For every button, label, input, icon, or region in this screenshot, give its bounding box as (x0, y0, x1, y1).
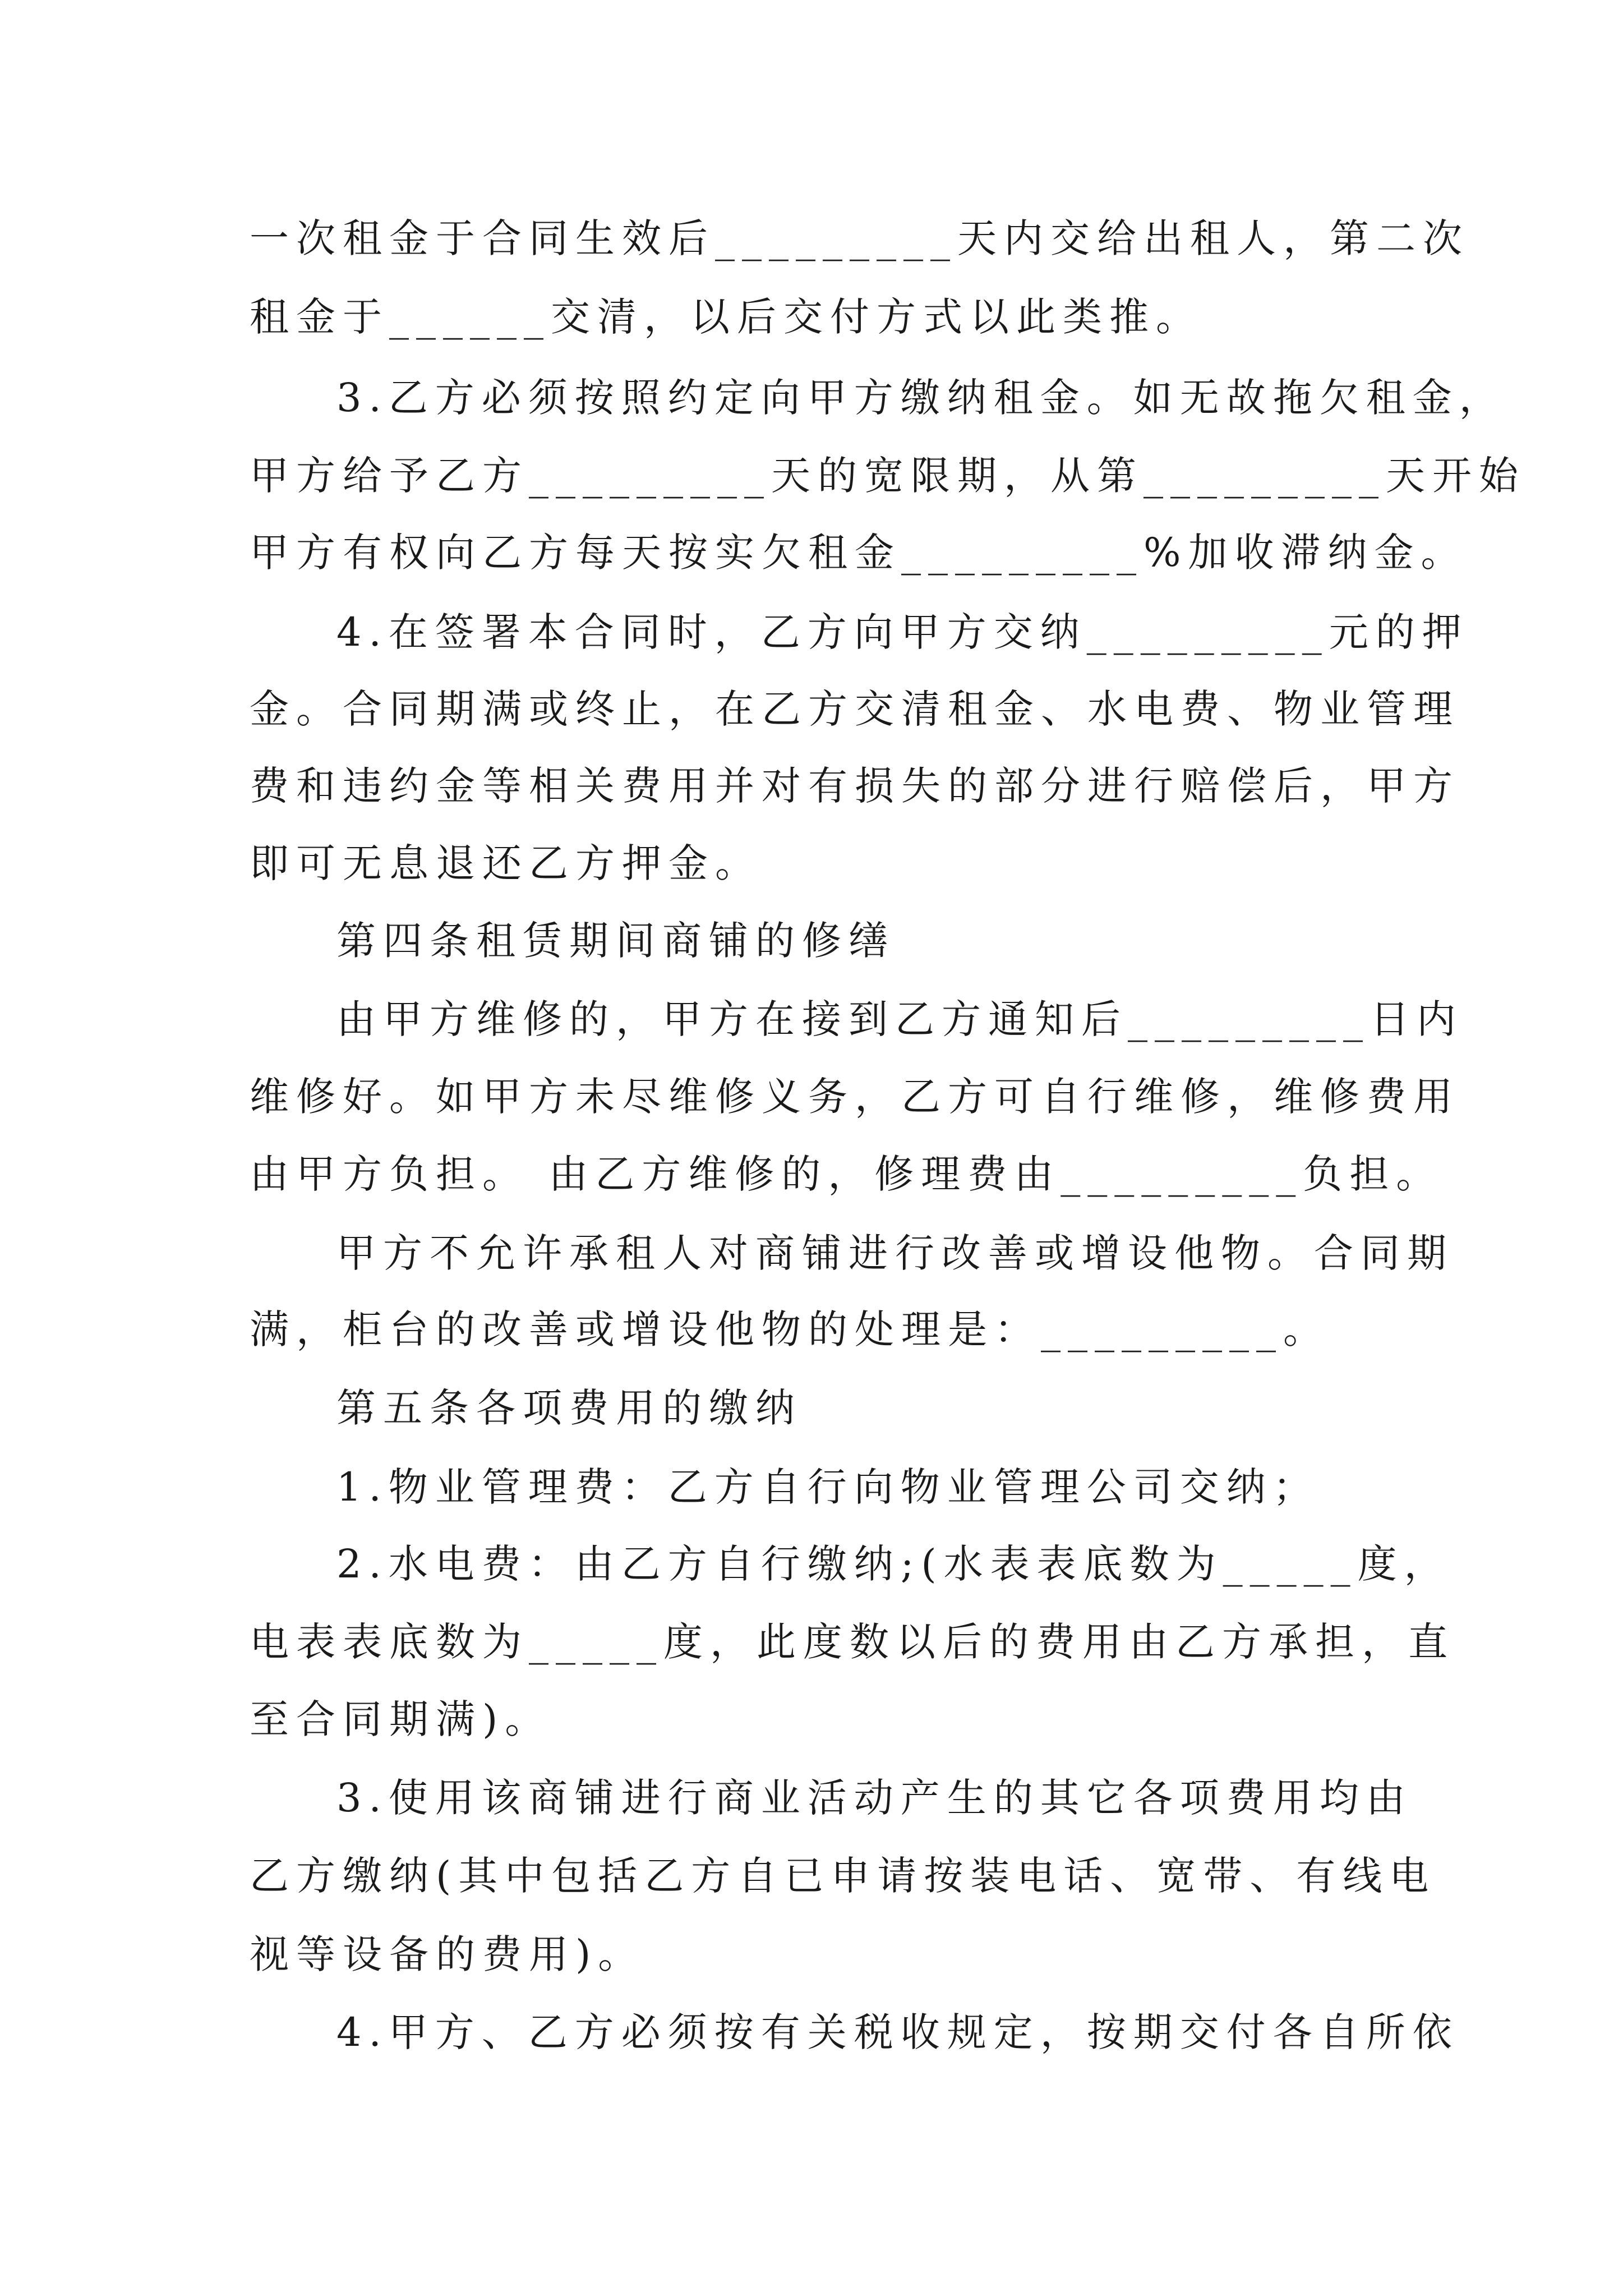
text-line: 租金于______交清，以后交付方式以此类推。 (250, 294, 1202, 340)
text-line: 即可无息退还乙方押金。 (250, 840, 762, 886)
text-line: 金。合同期满或终止，在乙方交清租金、水电费、物业管理 (250, 686, 1460, 732)
text-line: 4.在签署本合同时，乙方向甲方交纳_________元的押 (336, 609, 1469, 655)
text-line: 一次租金于合同生效后_________天内交给出租人，第二次 (250, 215, 1469, 261)
section-heading: 第五条各项费用的缴纳 (336, 1385, 802, 1431)
text-line: 2.水电费：由乙方自行缴纳;(水表表底数为_____度， (336, 1541, 1451, 1587)
text-line: 甲方有权向乙方每天按实欠租金_________%加收滞纳金。 (250, 530, 1468, 576)
text-line: 乙方缴纳(其中包括乙方自已申请按装电话、宽带、有线电 (250, 1853, 1436, 1899)
text-line: 费和违约金等相关费用并对有损失的部分进行赔偿后，甲方 (250, 763, 1460, 809)
text-line: 甲方不允许承租人对商铺进行改善或增设他物。合同期 (336, 1230, 1454, 1276)
text-line: 1.物业管理费：乙方自行向物业管理公司交纳； (336, 1464, 1320, 1510)
text-line: 由甲方负担。 由乙方维修的，修理费由_________负担。 (250, 1151, 1443, 1197)
text-line: 电表表底数为_____度，此度数以后的费用由乙方承担，直 (250, 1619, 1455, 1665)
text-line: 满，柜台的改善或增设他物的处理是：_________。 (250, 1306, 1330, 1352)
text-line: 3.乙方必须按照约定向甲方缴纳租金。如无故拖欠租金， (336, 375, 1506, 421)
text-line: 维修好。如甲方未尽维修义务，乙方可自行维修，维修费用 (250, 1074, 1460, 1120)
text-line: 甲方给予乙方_________天的宽限期，从第_________天开始 (250, 453, 1525, 499)
text-line: 视等设备的费用)。 (250, 1931, 645, 1977)
section-heading: 第四条租赁期间商铺的修缮 (336, 918, 895, 964)
text-line: 3.使用该商铺进行商业活动产生的其它各项费用均由 (336, 1775, 1413, 1821)
text-line: 4.甲方、乙方必须按有关税收规定，按期交付各自所依 (336, 2009, 1459, 2055)
text-line: 由甲方维修的，甲方在接到乙方通知后_________日内 (336, 996, 1463, 1042)
text-line: 至合同期满)。 (250, 1696, 552, 1742)
